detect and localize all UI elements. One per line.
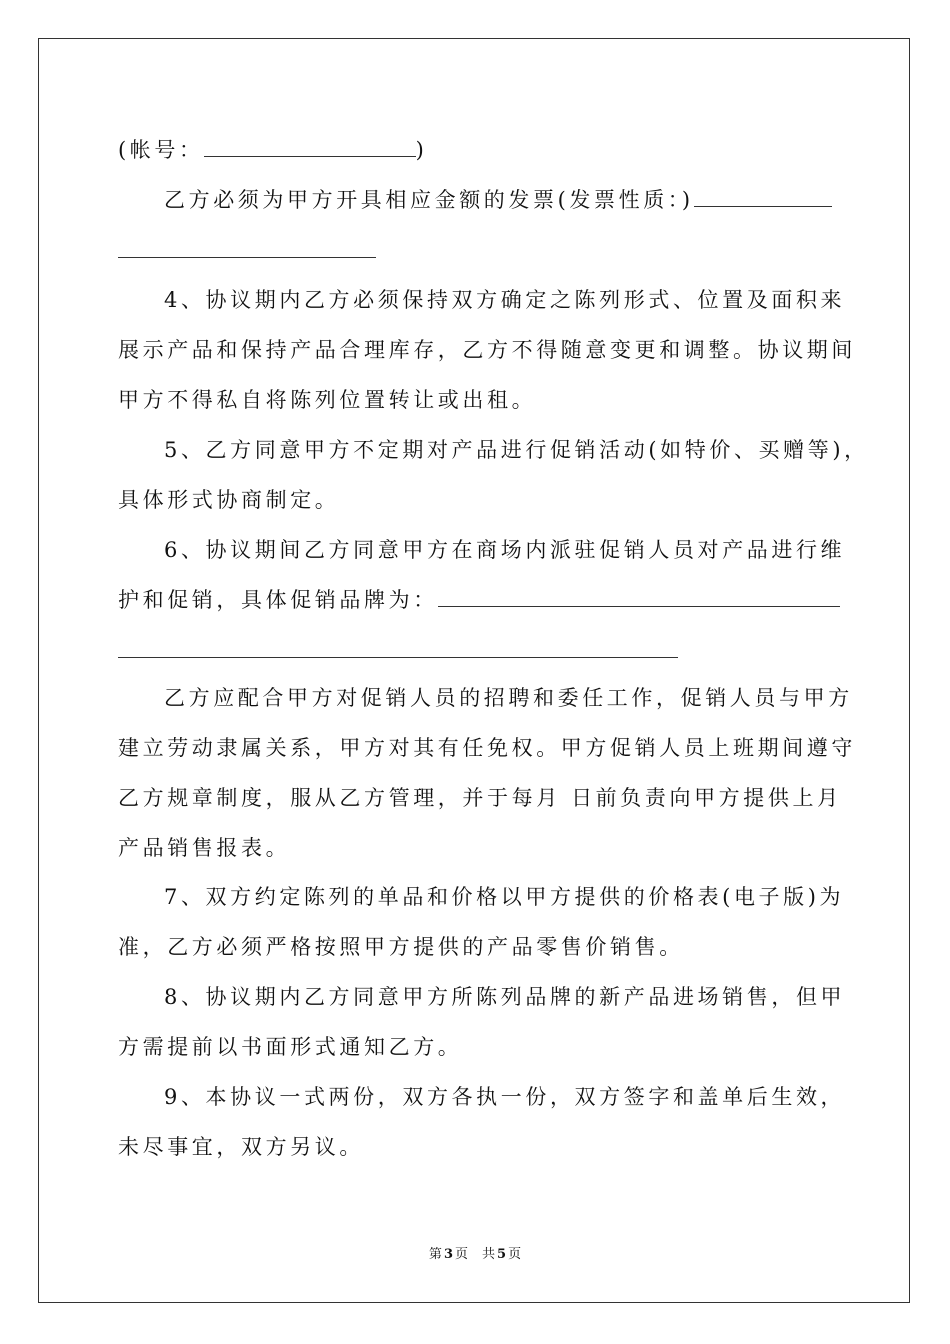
- clause-6-line-2: [118, 585, 840, 615]
- page-footer: [0, 1246, 950, 1264]
- page-current: 3: [443, 1247, 453, 1262]
- account-label: (帐号：: [118, 138, 204, 162]
- total-prefix: 共: [482, 1247, 496, 1262]
- page-total: 5: [497, 1247, 507, 1262]
- page-border: [38, 38, 910, 1303]
- clause-8-line-2: 方需提前以书面形式通知乙方。: [118, 1035, 463, 1059]
- clause-9-line-1: 9、本协议一式两份，双方各执一份，双方签字和盖单后生效，: [164, 1085, 846, 1109]
- clause-5-line-1: 5、乙方同意甲方不定期对产品进行促销活动(如特价、买赠等)，: [164, 438, 869, 462]
- invoice-line: [164, 185, 832, 215]
- account-line: [118, 135, 427, 165]
- invoice-blank: [694, 186, 832, 207]
- clause-4-line-1: 4、协议期内乙方必须保持双方确定之陈列形式、位置及面积来: [164, 288, 846, 312]
- brand-blank: [438, 586, 840, 607]
- clause-4-line-3: 甲方不得私自将陈列位置转让或出租。: [118, 388, 537, 412]
- promo-staff-line-4: 产品销售报表。: [118, 836, 291, 860]
- clause-5-line-2: 具体形式协商制定。: [118, 488, 340, 512]
- clause-8-line-1: 8、协议期内乙方同意甲方所陈列品牌的新产品进场销售，但甲: [164, 985, 846, 1009]
- account-blank: [204, 136, 416, 157]
- invoice-blank-continued: [118, 257, 376, 258]
- clause-6-line-1: 6、协议期间乙方同意甲方在商场内派驻促销人员对产品进行维: [164, 538, 846, 562]
- account-close: ): [415, 138, 428, 162]
- page-suffix: 页: [454, 1247, 468, 1262]
- promo-staff-line-2: 建立劳动隶属关系，甲方对其有任免权。甲方促销人员上班期间遵守: [118, 736, 856, 760]
- clause-4-line-2: 展示产品和保持产品合理库存，乙方不得随意变更和调整。协议期间: [118, 338, 856, 362]
- brand-label: 护和促销，具体促销品牌为：: [118, 588, 438, 612]
- clause-9-line-2: 未尽事宜，双方另议。: [118, 1135, 364, 1159]
- clause-7-line-1: 7、双方约定陈列的单品和价格以甲方提供的价格表(电子版)为: [164, 885, 845, 909]
- clause-7-line-2: 准，乙方必须严格按照甲方提供的产品零售价销售。: [118, 935, 684, 959]
- page-prefix: 第: [428, 1247, 442, 1262]
- promo-staff-line-3: 乙方规章制度，服从乙方管理，并于每月 日前负责向甲方提供上月: [118, 786, 842, 810]
- total-suffix: 页: [508, 1247, 522, 1262]
- brand-blank-continued: [118, 657, 678, 658]
- invoice-text: 乙方必须为甲方开具相应金额的发票(发票性质：): [164, 188, 694, 212]
- promo-staff-line-1: 乙方应配合甲方对促销人员的招聘和委任工作，促销人员与甲方: [164, 686, 853, 710]
